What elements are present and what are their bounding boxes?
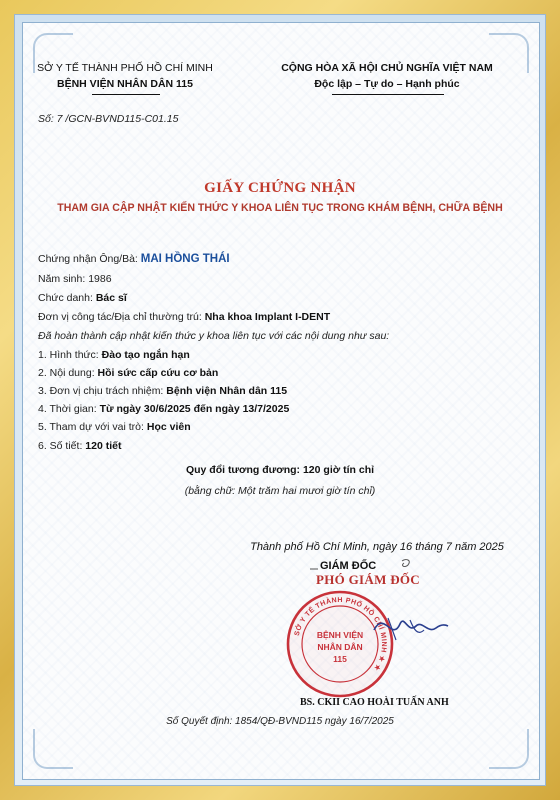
detail-value: 120 tiết [85,440,122,452]
national-motto: Độc lập – Tự do – Hạnh phúc [314,78,460,90]
detail-label: 3. Đơn vị chịu trách nhiệm: [38,385,164,397]
detail-label: 1. Hình thức: [38,349,99,361]
certificate-subtitle: THAM GIA CẬP NHẬT KIẾN THỨC Y KHOA LIÊN TỤC TRONG KHÁM BỆNH, CHỮA BỆNH [57,202,503,214]
job-title-row [38,292,127,304]
divider [332,94,444,95]
recipient-name-label: Chứng nhận Ông/Bà: [38,253,138,265]
detail-value: Đào tạo ngắn hạn [101,349,190,361]
corner-ornament [33,729,73,769]
corner-ornament [489,729,529,769]
detail-label: 2. Nội dung: [38,367,95,379]
credit-equivalent: Quy đổi tương đương: 120 giờ tín chỉ [185,464,375,476]
svg-text:BỆNH VIỆN: BỆNH VIỆN [316,630,364,640]
hospital-name: BỆNH VIỆN NHÂN DÂN 115 [57,78,193,90]
certificate-number: Số: 7 /GCN-BVND115-C01.15 [38,113,179,125]
detail-item [38,403,289,415]
detail-value: Hồi sức cấp cứu cơ bản [97,367,219,379]
detail-item [38,367,218,379]
detail-value: Học viên [146,421,191,433]
job-title-label: Chức danh: [38,292,93,304]
divider [92,94,160,95]
signer-name: BS. CKII CAO HOÀI TUẤN ANH [300,697,449,708]
signature [370,600,450,650]
detail-item [38,385,287,397]
detail-label: 4. Thời gian: [38,403,97,415]
svg-text:NHÂN DÂN: NHÂN DÂN [317,642,363,652]
detail-label: 5. Tham dự với vai trò: [38,421,144,433]
birth-year: 1986 [88,273,112,285]
credit-in-words: (bằng chữ: Một trăm hai mươi giờ tín chỉ) [184,485,376,497]
detail-value: Bệnh viện Nhân dân 115 [166,385,288,397]
decision-number: Số Quyết định: 1854/QĐ-BVND115 ngày 16/7/2025 [166,716,394,727]
detail-item [38,440,121,452]
completion-statement: Đã hoàn thành cập nhật kiến thức y khoa liên tục với các nội dung như sau: [38,330,390,342]
detail-value: Từ ngày 30/6/2025 đến ngày 13/7/2025 [99,403,290,415]
recipient-name: MAI HỒNG THÁI [140,253,230,265]
workplace-row [38,311,330,323]
detail-item [38,421,191,433]
birth-year-label: Năm sinh: [38,273,86,285]
svg-text:115: 115 [333,654,347,664]
job-title: Bác sĩ [95,292,127,304]
recipient-name-row [38,253,230,265]
republic-name: CỘNG HÒA XÃ HỘI CHỦ NGHĨA VIỆT NAM [281,62,493,74]
detail-item [38,349,190,361]
birth-year-row [38,273,112,285]
workplace: Nha khoa Implant I-DENT [204,311,331,323]
place-and-date: Thành phố Hồ Chí Minh, ngày 16 tháng 7 năm 2025 [250,541,504,553]
deputy-director-title: PHÓ GIÁM ĐỐC [316,572,420,587]
director-title: GIÁM ĐỐC [320,560,377,572]
svg-text:SỞ Y TẾ THÀNH PHỐ HỒ CHÍ MINH: SỞ Y TẾ THÀNH PHỐ HỒ CHÍ MINH ★ ★ [293,596,388,673]
detail-label: 6. Số tiết: [38,440,83,452]
certificate-title: GIẤY CHỨNG NHẬN [204,180,356,196]
certificate-paper [22,22,540,780]
department-name: SỞ Y TẾ THÀNH PHỐ HỒ CHÍ MINH [37,62,213,74]
workplace-label: Đơn vị công tác/Địa chỉ thường trú: [38,311,202,323]
